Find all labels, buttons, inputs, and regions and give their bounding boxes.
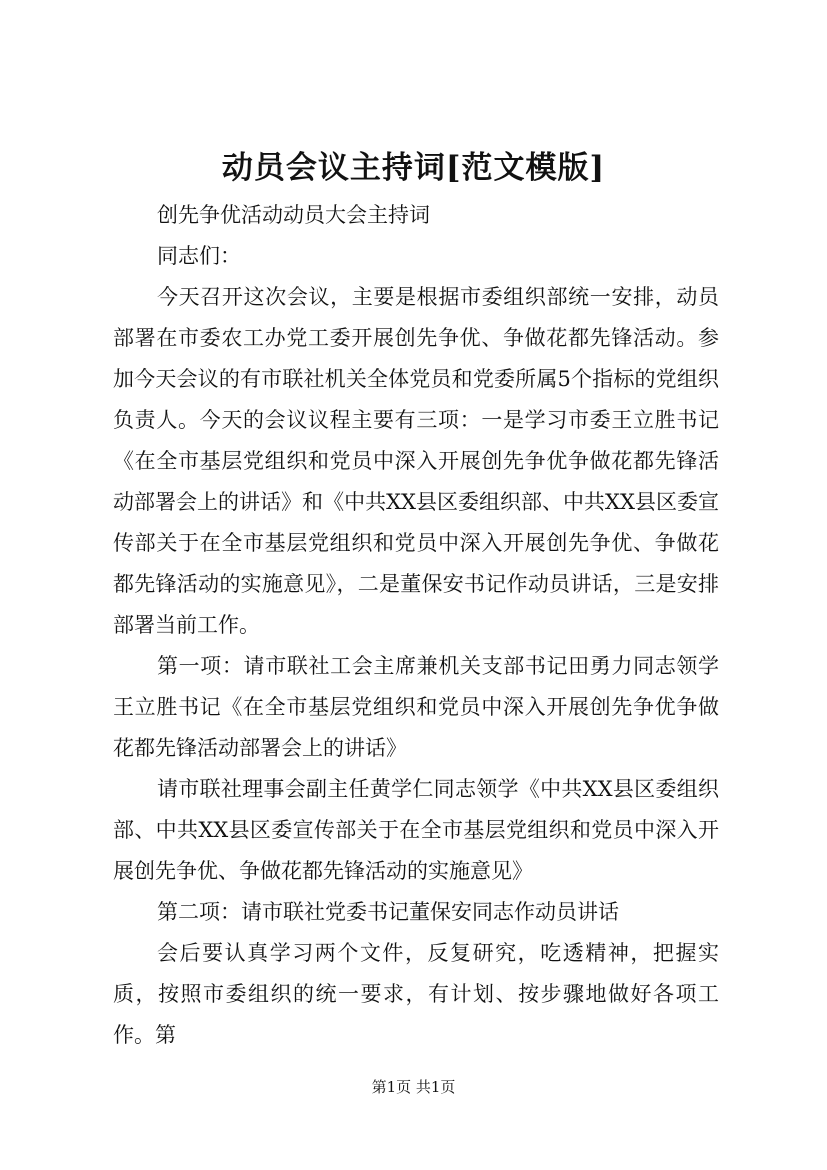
document-body (113, 195, 719, 1056)
paragraph-subtitle: 创先争优活动动员大会主持词 (157, 203, 430, 227)
page-footer: 第1页 共1页 (371, 1078, 456, 1096)
paragraph-salutation: 同志们： (157, 244, 241, 268)
paragraph-intro: 今天召开这次会议，主要是根据市委组织部统一安排，动员部署在市委农工办党工委开展创先争优、争做花都先锋活动。参加今天会议的有市联社机关全体党员和党委所属5个指标的党组织负责人。今天的会议议程主要有三项：一是学习市委王立胜书记《在全市基层党组织和党员中深入开展创先争优争做花都先锋活动部署会上的讲话》和《中共XX县区委组织部、中共XX县区委宣传部关于在全市基层党组织和党员中深入开展创先争优、争做花都先锋活动的实施意见》，二是董保安书记作动员讲话，三是安排部署当前工作。 (113, 285, 719, 637)
paragraph-item-one: 第一项：请市联社工会主席兼机关支部书记田勇力同志领学王立胜书记《在全市基层党组织和党员中深入开展创先争优争做花都先锋活动部署会上的讲话》 (113, 654, 719, 760)
paragraph-closing: 会后要认真学习两个文件，反复研究，吃透精神，把握实质，按照市委组织的统一要求，有计划、按步骤地做好各项工作。第 (113, 941, 719, 1047)
paragraph-item-one-b: 请市联社理事会副主任黄学仁同志领学《中共XX县区委组织部、中共XX县区委宣传部关于在全市基层党组织和党员中深入开展创先争优、争做花都先锋活动的实施意见》 (113, 777, 719, 883)
document-title: 动员会议主持词[范文模版] (221, 150, 606, 186)
paragraph-item-two: 第二项：请市联社党委书记董保安同志作动员讲话 (157, 900, 619, 924)
